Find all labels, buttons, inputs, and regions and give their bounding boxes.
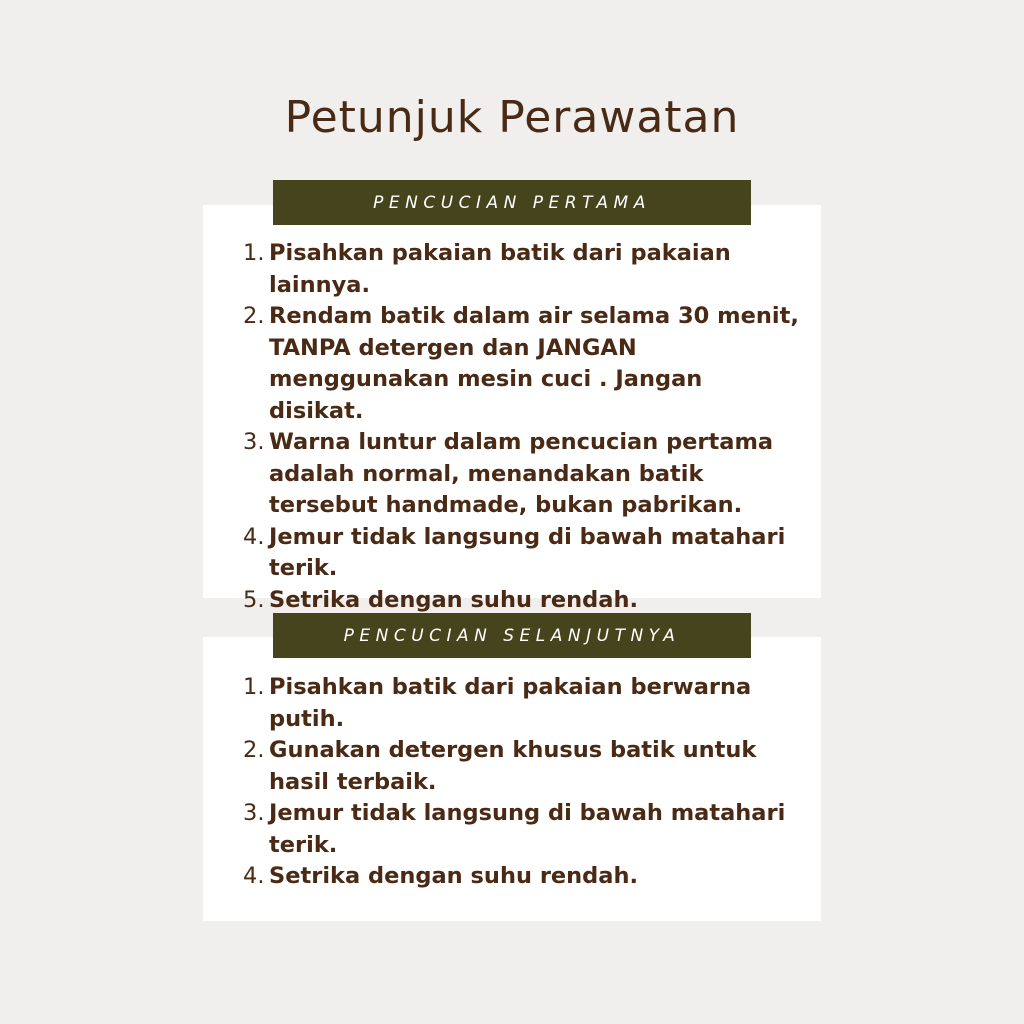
step-number: 4. <box>243 523 265 550</box>
next-wash-heading: PENCUCIAN SELANJUTNYA <box>273 613 751 658</box>
step-text: Jemur tidak langsung di bawah matahari terik. <box>269 800 786 858</box>
list-item <box>243 522 803 585</box>
step-number: 5. <box>243 586 265 613</box>
list-item <box>243 585 803 617</box>
step-text: Gunakan detergen khusus batik untuk hasil terbaik. <box>269 737 757 795</box>
step-number: 1. <box>243 674 265 700</box>
step-number: 2. <box>243 303 265 329</box>
step-text: Setrika dengan suhu rendah. <box>269 863 639 889</box>
list-item <box>243 672 803 735</box>
first-wash-steps <box>243 238 803 616</box>
step-number: 1. <box>243 240 265 266</box>
page-title: Petunjuk Perawatan <box>284 92 740 143</box>
step-text: Warna luntur dalam pencucian pertama adalah normal, menandakan batik tersebut handmade, bukan pabrikan. <box>269 429 774 518</box>
list-item <box>243 301 803 427</box>
list-item <box>243 798 803 861</box>
next-wash-steps <box>243 672 803 893</box>
step-number: 3. <box>243 800 265 826</box>
list-item <box>243 427 803 522</box>
step-text: Jemur tidak langsung di bawah matahari terik. <box>269 523 786 581</box>
step-text: Setrika dengan suhu rendah. <box>269 586 639 613</box>
first-wash-heading: PENCUCIAN PERTAMA <box>273 180 751 225</box>
list-item <box>243 861 803 893</box>
step-number: 3. <box>243 429 265 455</box>
list-item <box>243 238 803 301</box>
step-text: Pisahkan pakaian batik dari pakaian lainnya. <box>269 240 731 298</box>
step-number: 4. <box>243 863 265 889</box>
step-number: 2. <box>243 737 265 763</box>
list-item <box>243 735 803 798</box>
step-text: Rendam batik dalam air selama 30 menit, TANPA detergen dan JANGAN menggunakan mesin cuci . Jangan disikat. <box>269 303 799 424</box>
step-text: Pisahkan batik dari pakaian berwarna putih. <box>269 674 752 732</box>
